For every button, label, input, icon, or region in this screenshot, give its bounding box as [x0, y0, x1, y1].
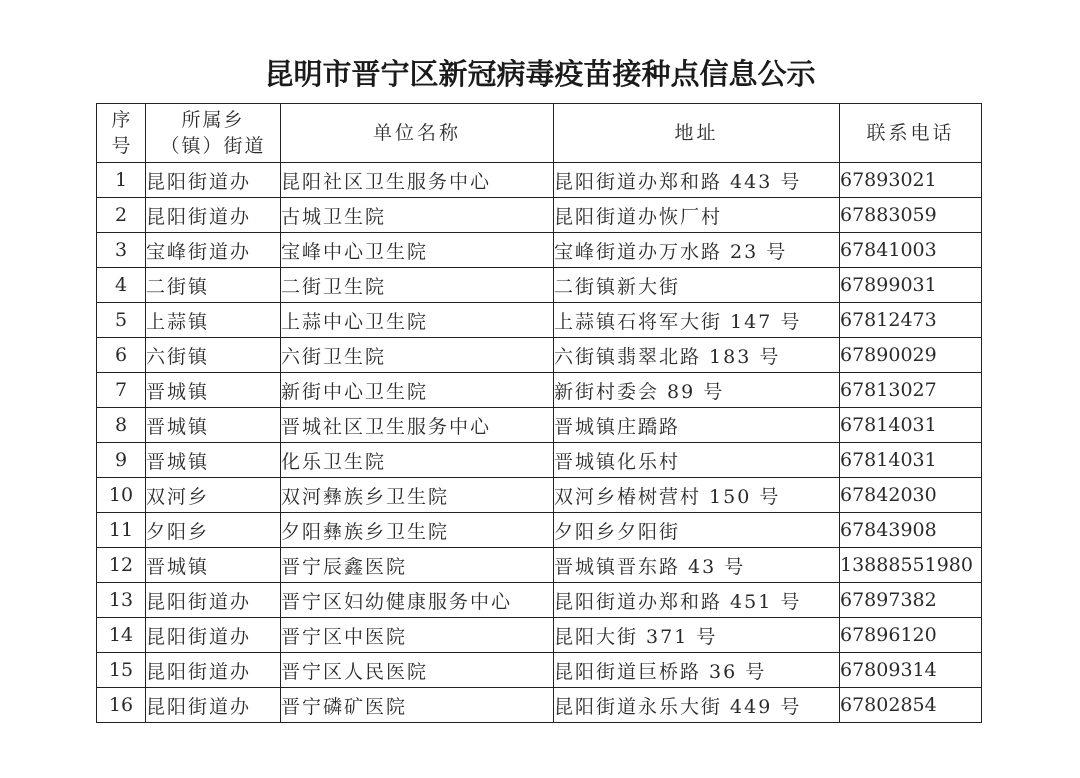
- cell-address: 晋城镇化乐村: [554, 443, 840, 478]
- cell-seq: 12: [97, 548, 146, 583]
- cell-unit-name: 晋宁区人民医院: [281, 653, 554, 688]
- cell-seq: 9: [97, 443, 146, 478]
- table-row: [97, 618, 982, 653]
- cell-seq: 2: [97, 198, 146, 233]
- header-row: [97, 104, 982, 163]
- table-row: [97, 513, 982, 548]
- cell-phone: 67813027: [840, 373, 982, 408]
- table-row: [97, 338, 982, 373]
- cell-seq: 4: [97, 268, 146, 303]
- cell-unit-name: 晋城社区卫生服务中心: [281, 408, 554, 443]
- cell-seq: 6: [97, 338, 146, 373]
- cell-seq: 11: [97, 513, 146, 548]
- cell-address: 新街村委会 89 号: [554, 373, 840, 408]
- cell-address: 夕阳乡夕阳街: [554, 513, 840, 548]
- cell-town: 二街镇: [146, 268, 281, 303]
- cell-town: 晋城镇: [146, 443, 281, 478]
- cell-unit-name: 双河彝族乡卫生院: [281, 478, 554, 513]
- table-row: [97, 653, 982, 688]
- cell-address: 晋城镇庄蹻路: [554, 408, 840, 443]
- cell-address: 昆阳街道办郑和路 443 号: [554, 163, 840, 198]
- cell-town: 昆阳街道办: [146, 198, 281, 233]
- table-row: [97, 583, 982, 618]
- header-phone: 联系电话: [840, 104, 982, 163]
- cell-phone: 67814031: [840, 443, 982, 478]
- document-title: 昆明市晋宁区新冠病毒疫苗接种点信息公示: [264, 57, 816, 91]
- cell-address: 上蒜镇石将军大街 147 号: [554, 303, 840, 338]
- header-seq-line1: 序: [111, 109, 131, 131]
- cell-phone: 67896120: [840, 618, 982, 653]
- header-town: [146, 104, 281, 163]
- cell-seq: 7: [97, 373, 146, 408]
- cell-address: 晋城镇晋东路 43 号: [554, 548, 840, 583]
- cell-address: 宝峰街道办万水路 23 号: [554, 233, 840, 268]
- header-seq-line2: 号: [111, 135, 131, 157]
- cell-phone: 67897382: [840, 583, 982, 618]
- header-unit: 单位名称: [281, 104, 554, 163]
- cell-seq: 8: [97, 408, 146, 443]
- cell-unit-name: 晋宁区中医院: [281, 618, 554, 653]
- table-row: [97, 443, 982, 478]
- cell-phone: 67890029: [840, 338, 982, 373]
- cell-seq: 15: [97, 653, 146, 688]
- cell-unit-name: 二街卫生院: [281, 268, 554, 303]
- table-row: [97, 198, 982, 233]
- cell-seq: 13: [97, 583, 146, 618]
- table-header: [97, 104, 982, 163]
- header-address: 地址: [554, 104, 840, 163]
- cell-town: 晋城镇: [146, 373, 281, 408]
- cell-seq: 10: [97, 478, 146, 513]
- cell-address: 昆阳街道永乐大街 449 号: [554, 688, 840, 723]
- cell-unit-name: 化乐卫生院: [281, 443, 554, 478]
- cell-address: 六街镇翡翠北路 183 号: [554, 338, 840, 373]
- table-row: [97, 268, 982, 303]
- cell-unit-name: 六街卫生院: [281, 338, 554, 373]
- header-seq: [97, 104, 146, 163]
- cell-phone: 67893021: [840, 163, 982, 198]
- cell-town: 昆阳街道办: [146, 688, 281, 723]
- header-town-line1: 所属乡: [181, 109, 245, 131]
- table-row: [97, 688, 982, 723]
- cell-unit-name: 古城卫生院: [281, 198, 554, 233]
- cell-address: 双河乡椿树营村 150 号: [554, 478, 840, 513]
- cell-town: 宝峰街道办: [146, 233, 281, 268]
- cell-seq: 14: [97, 618, 146, 653]
- cell-town: 晋城镇: [146, 548, 281, 583]
- cell-phone: 67843908: [840, 513, 982, 548]
- cell-town: 昆阳街道办: [146, 163, 281, 198]
- cell-unit-name: 晋宁辰鑫医院: [281, 548, 554, 583]
- cell-unit-name: 新街中心卫生院: [281, 373, 554, 408]
- cell-unit-name: 晋宁区妇幼健康服务中心: [281, 583, 554, 618]
- table-body: [97, 163, 982, 723]
- cell-seq: 1: [97, 163, 146, 198]
- cell-unit-name: 晋宁磷矿医院: [281, 688, 554, 723]
- cell-address: 二街镇新大街: [554, 268, 840, 303]
- cell-address: 昆阳街道巨桥路 36 号: [554, 653, 840, 688]
- cell-seq: 5: [97, 303, 146, 338]
- cell-phone: 67899031: [840, 268, 982, 303]
- header-town-line2: （镇）街道: [160, 135, 266, 157]
- cell-address: 昆阳大街 371 号: [554, 618, 840, 653]
- cell-phone: 67814031: [840, 408, 982, 443]
- cell-phone: 67812473: [840, 303, 982, 338]
- cell-phone: 67842030: [840, 478, 982, 513]
- cell-phone: 67841003: [840, 233, 982, 268]
- table-row: [97, 478, 982, 513]
- cell-unit-name: 昆阳社区卫生服务中心: [281, 163, 554, 198]
- table-row: [97, 163, 982, 198]
- cell-town: 双河乡: [146, 478, 281, 513]
- cell-address: 昆阳街道办恢厂村: [554, 198, 840, 233]
- vaccination-sites-table: [96, 103, 982, 723]
- cell-town: 昆阳街道办: [146, 583, 281, 618]
- cell-town: 六街镇: [146, 338, 281, 373]
- cell-address: 昆阳街道办郑和路 451 号: [554, 583, 840, 618]
- cell-town: 上蒜镇: [146, 303, 281, 338]
- cell-phone: 67883059: [840, 198, 982, 233]
- table-row: [97, 303, 982, 338]
- cell-seq: 16: [97, 688, 146, 723]
- cell-town: 昆阳街道办: [146, 618, 281, 653]
- cell-phone: 67802854: [840, 688, 982, 723]
- table-row: [97, 233, 982, 268]
- cell-town: 昆阳街道办: [146, 653, 281, 688]
- cell-town: 晋城镇: [146, 408, 281, 443]
- cell-town: 夕阳乡: [146, 513, 281, 548]
- cell-unit-name: 宝峰中心卫生院: [281, 233, 554, 268]
- table-row: [97, 548, 982, 583]
- cell-unit-name: 夕阳彝族乡卫生院: [281, 513, 554, 548]
- cell-phone: 67809314: [840, 653, 982, 688]
- cell-phone: 13888551980: [840, 548, 982, 583]
- table-row: [97, 373, 982, 408]
- cell-seq: 3: [97, 233, 146, 268]
- table-row: [97, 408, 982, 443]
- cell-unit-name: 上蒜中心卫生院: [281, 303, 554, 338]
